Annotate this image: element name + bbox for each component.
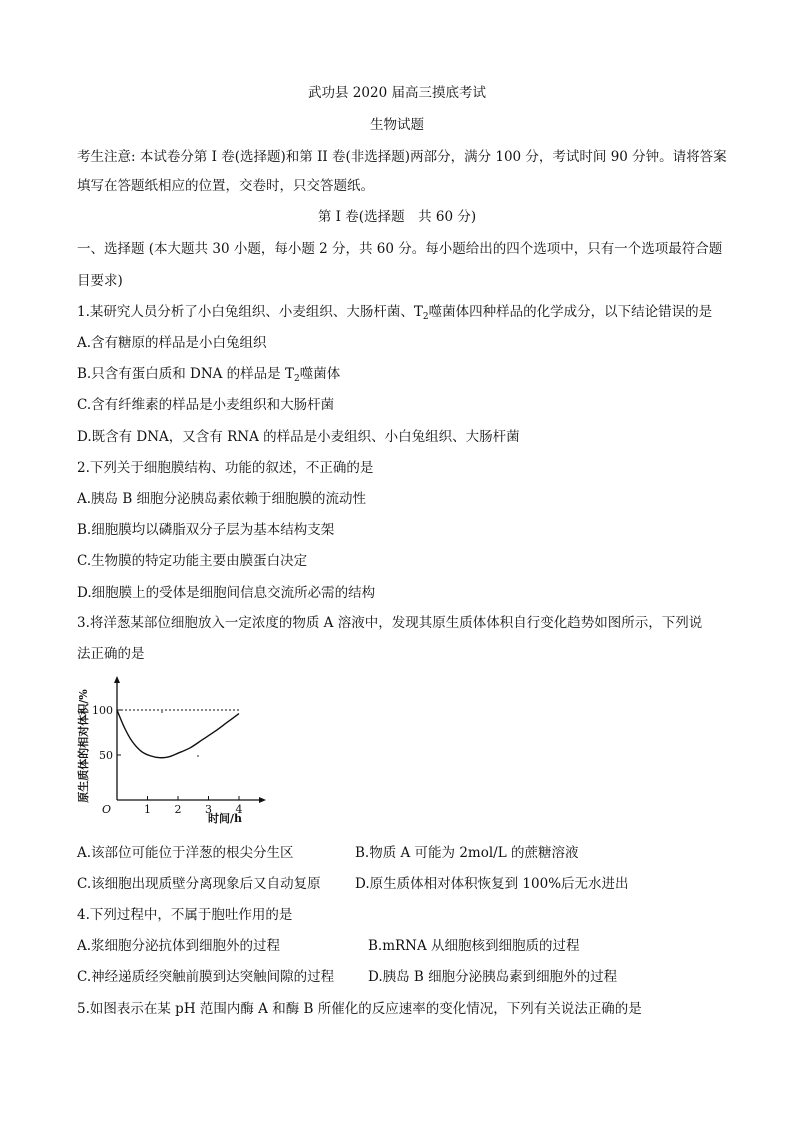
speck-mark bbox=[197, 755, 199, 757]
question-2-stem: 2.下列关于细胞膜结构、功能的叙述，不正确的是 bbox=[77, 460, 374, 476]
protoplast-volume-curve bbox=[117, 710, 239, 758]
question-1-option-c: C.含有纤维素的样品是小麦组织和大肠杆菌 bbox=[77, 397, 335, 413]
x-tick-label: 2 bbox=[174, 803, 182, 816]
x-tick-label: 3 bbox=[205, 803, 212, 816]
y-axis-arrow bbox=[114, 676, 120, 683]
subject-title: 生物试题 bbox=[370, 117, 424, 133]
question-1-option-b: B.只含有蛋白质和 DNA 的样品是 $T_2$噬菌体 bbox=[77, 366, 341, 384]
graph-axes bbox=[114, 676, 266, 803]
question-1-option-a: A.含有糖原的样品是小白兔组织 bbox=[77, 335, 267, 351]
question-1-stem: 1.某研究人员分析了小白兔组织、小麦组织、大肠杆菌、$T_2$噬菌体四种样品的化学成分，以下结论错误的是 bbox=[77, 304, 713, 322]
question-5-stem: 5.如图表示在某 pH 范围内酶 A 和酶 B 所催化的反应速率的变化情况，下列有关说法正确的是 bbox=[77, 1001, 642, 1017]
x-tick-label: 4 bbox=[235, 803, 243, 816]
notice-line-2: 填写在答题纸相应的位置，交卷时，只交答题纸。 bbox=[77, 178, 374, 194]
question-2-option-b: B.细胞膜均以磷脂双分子层为基本结构支架 bbox=[77, 522, 335, 538]
question-1-option-d: D.既含有 DNA，又含有 RNA 的样品是小麦组织、小白兔组织、大肠杆菌 bbox=[77, 429, 520, 445]
question-2-option-d: D.细胞膜上的受体是细胞间信息交流所必需的结构 bbox=[77, 585, 376, 601]
question-3-option-c: C.该细胞出现质壁分离现象后又自动复原 bbox=[77, 876, 321, 892]
speck-mark bbox=[161, 711, 163, 713]
notice-line-1: 考生注意: 本试卷分第 I 卷(选择题)和第 II 卷(非选择题)两部分，满分 100 分，考试时间 90 分钟。请将答案 bbox=[77, 149, 727, 165]
question-4-stem: 4.下列过程中，不属于胞吐作用的是 bbox=[77, 907, 293, 923]
x-axis-arrow bbox=[259, 797, 266, 803]
question-3-option-a: A.该部位可能位于洋葱的根尖分生区 bbox=[77, 845, 294, 861]
part1-instructions-1: 一、选择题 (本大题共 30 小题，每小题 2 分，共 60 分。每小题给出的四个选项中，只有一个选项最符合题 bbox=[77, 241, 723, 257]
part1-title: 第 I 卷(选择题 共 60 分) bbox=[317, 209, 477, 225]
question-2-option-a: A.胰岛 B 细胞分泌胰岛素依赖于细胞膜的流动性 bbox=[77, 491, 367, 507]
question-3-stem-1: 3.将洋葱某部位细胞放入一定浓度的物质 A 溶液中，发现其原生质体体积自行变化趋势如图所示，下列说 bbox=[77, 615, 703, 631]
x-axis-label: 时间/h bbox=[207, 812, 243, 825]
exam-title: 武功县 2020 届高三摸底考试 bbox=[308, 85, 486, 101]
question-3-option-b: B.物质 A 可能为 2mol/L 的蔗糖溶液 bbox=[355, 845, 579, 861]
y-axis-label: 原生质体的相对体积/% bbox=[77, 689, 90, 803]
y-tick-label: 50 bbox=[99, 749, 113, 762]
question-3-option-d: D.原生质体相对体积恢复到 100%后无水进出 bbox=[355, 876, 629, 892]
question-3-stem-2: 法正确的是 bbox=[77, 646, 145, 662]
question-4-option-a: A.浆细胞分泌抗体到细胞外的过程 bbox=[77, 938, 281, 954]
question-2-option-c: C.生物膜的特定功能主要由膜蛋白决定 bbox=[77, 553, 308, 569]
question-4-option-b: B.mRNA 从细胞核到细胞质的过程 bbox=[368, 938, 580, 954]
protoplast-volume-graph bbox=[70, 672, 270, 840]
y-tick-label: 100 bbox=[92, 704, 113, 717]
question-4-option-d: D.胰岛 B 细胞分泌胰岛素到细胞外的过程 bbox=[368, 969, 618, 985]
x-tick-label: 1 bbox=[144, 803, 151, 816]
origin-label: O bbox=[101, 803, 111, 816]
question-4-option-c: C.神经递质经突触前膜到达突触间隙的过程 bbox=[77, 969, 335, 985]
part1-instructions-2: 目要求) bbox=[77, 273, 123, 289]
